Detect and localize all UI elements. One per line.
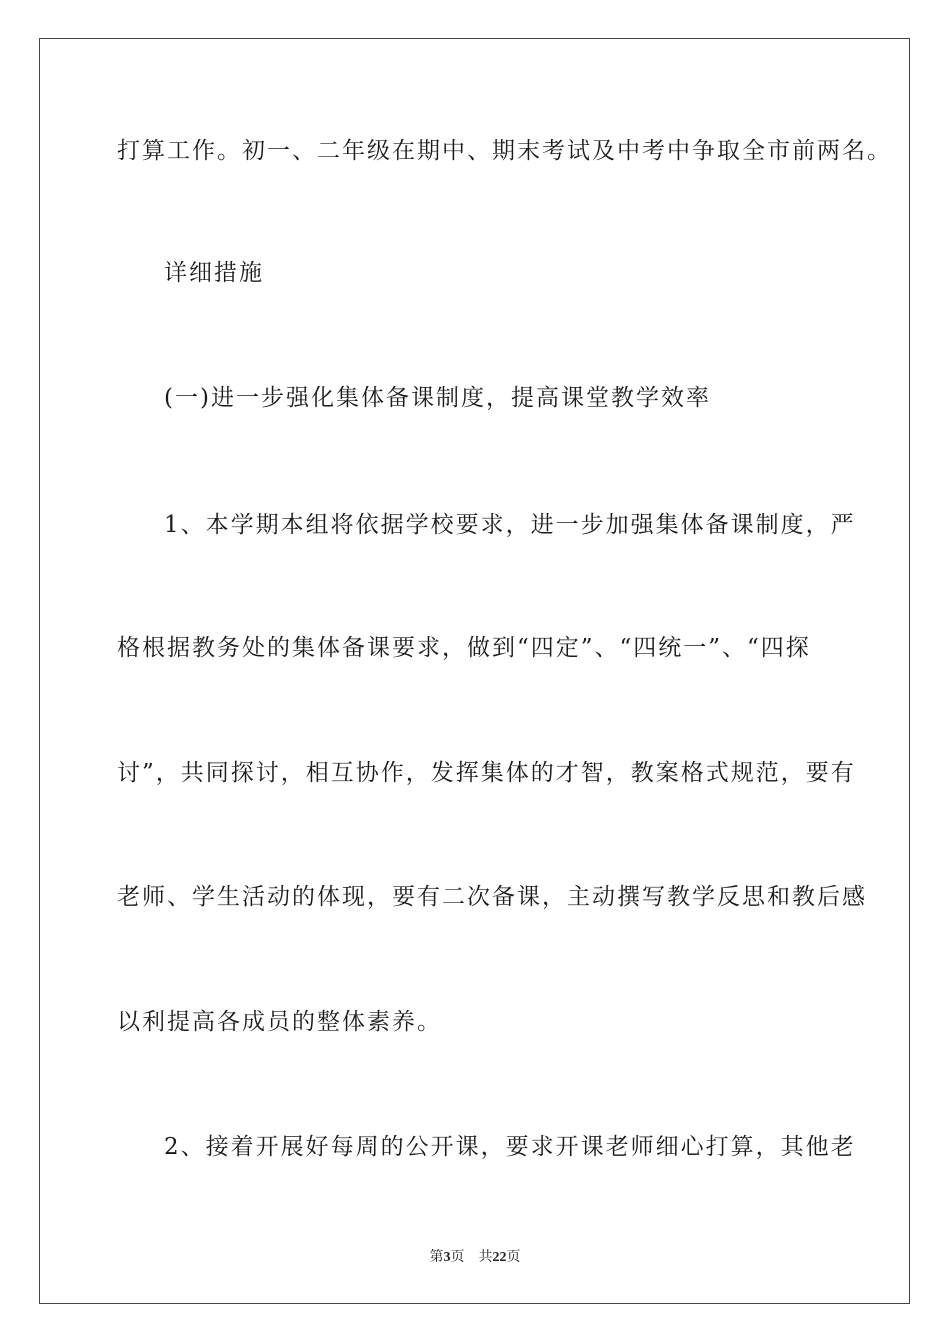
page-footer [0, 1247, 950, 1268]
section-heading: 详细措施 [164, 260, 264, 286]
body-line-5: 格根据教务处的集体备课要求，做到“四定”、“四统一”、“四探 [117, 635, 811, 661]
footer-total-number: 22 [492, 1250, 507, 1265]
body-line-6: 讨”，共同探讨，相互协作，发挥集体的才智，教案格式规范，要有 [117, 760, 856, 786]
body-line-4: 1、本学期本组将依据学校要求，进一步加强集体备课制度，严 [164, 512, 856, 538]
page-border [39, 38, 910, 1304]
body-line-7: 老师、学生活动的体现，要有二次备课，主动撰写教学反思和教后感 [117, 884, 867, 910]
footer-page-suffix: 页 [450, 1249, 465, 1265]
footer-page-prefix: 第 [429, 1249, 444, 1265]
body-line-8: 以利提高各成员的整体素养。 [117, 1009, 442, 1035]
subsection-heading: (一)进一步强化集体备课制度，提高课堂教学效率 [164, 385, 711, 411]
footer-page-number: 3 [443, 1250, 451, 1265]
body-line-1: 打算工作。初一、二年级在期中、期末考试及中考中争取全市前两名。 [117, 138, 892, 164]
footer-total-suffix: 页 [506, 1249, 521, 1265]
body-line-9: 2、接着开展好每周的公开课，要求开课老师细心打算，其他老 [164, 1134, 856, 1160]
footer-total-prefix: 共 [478, 1249, 493, 1265]
